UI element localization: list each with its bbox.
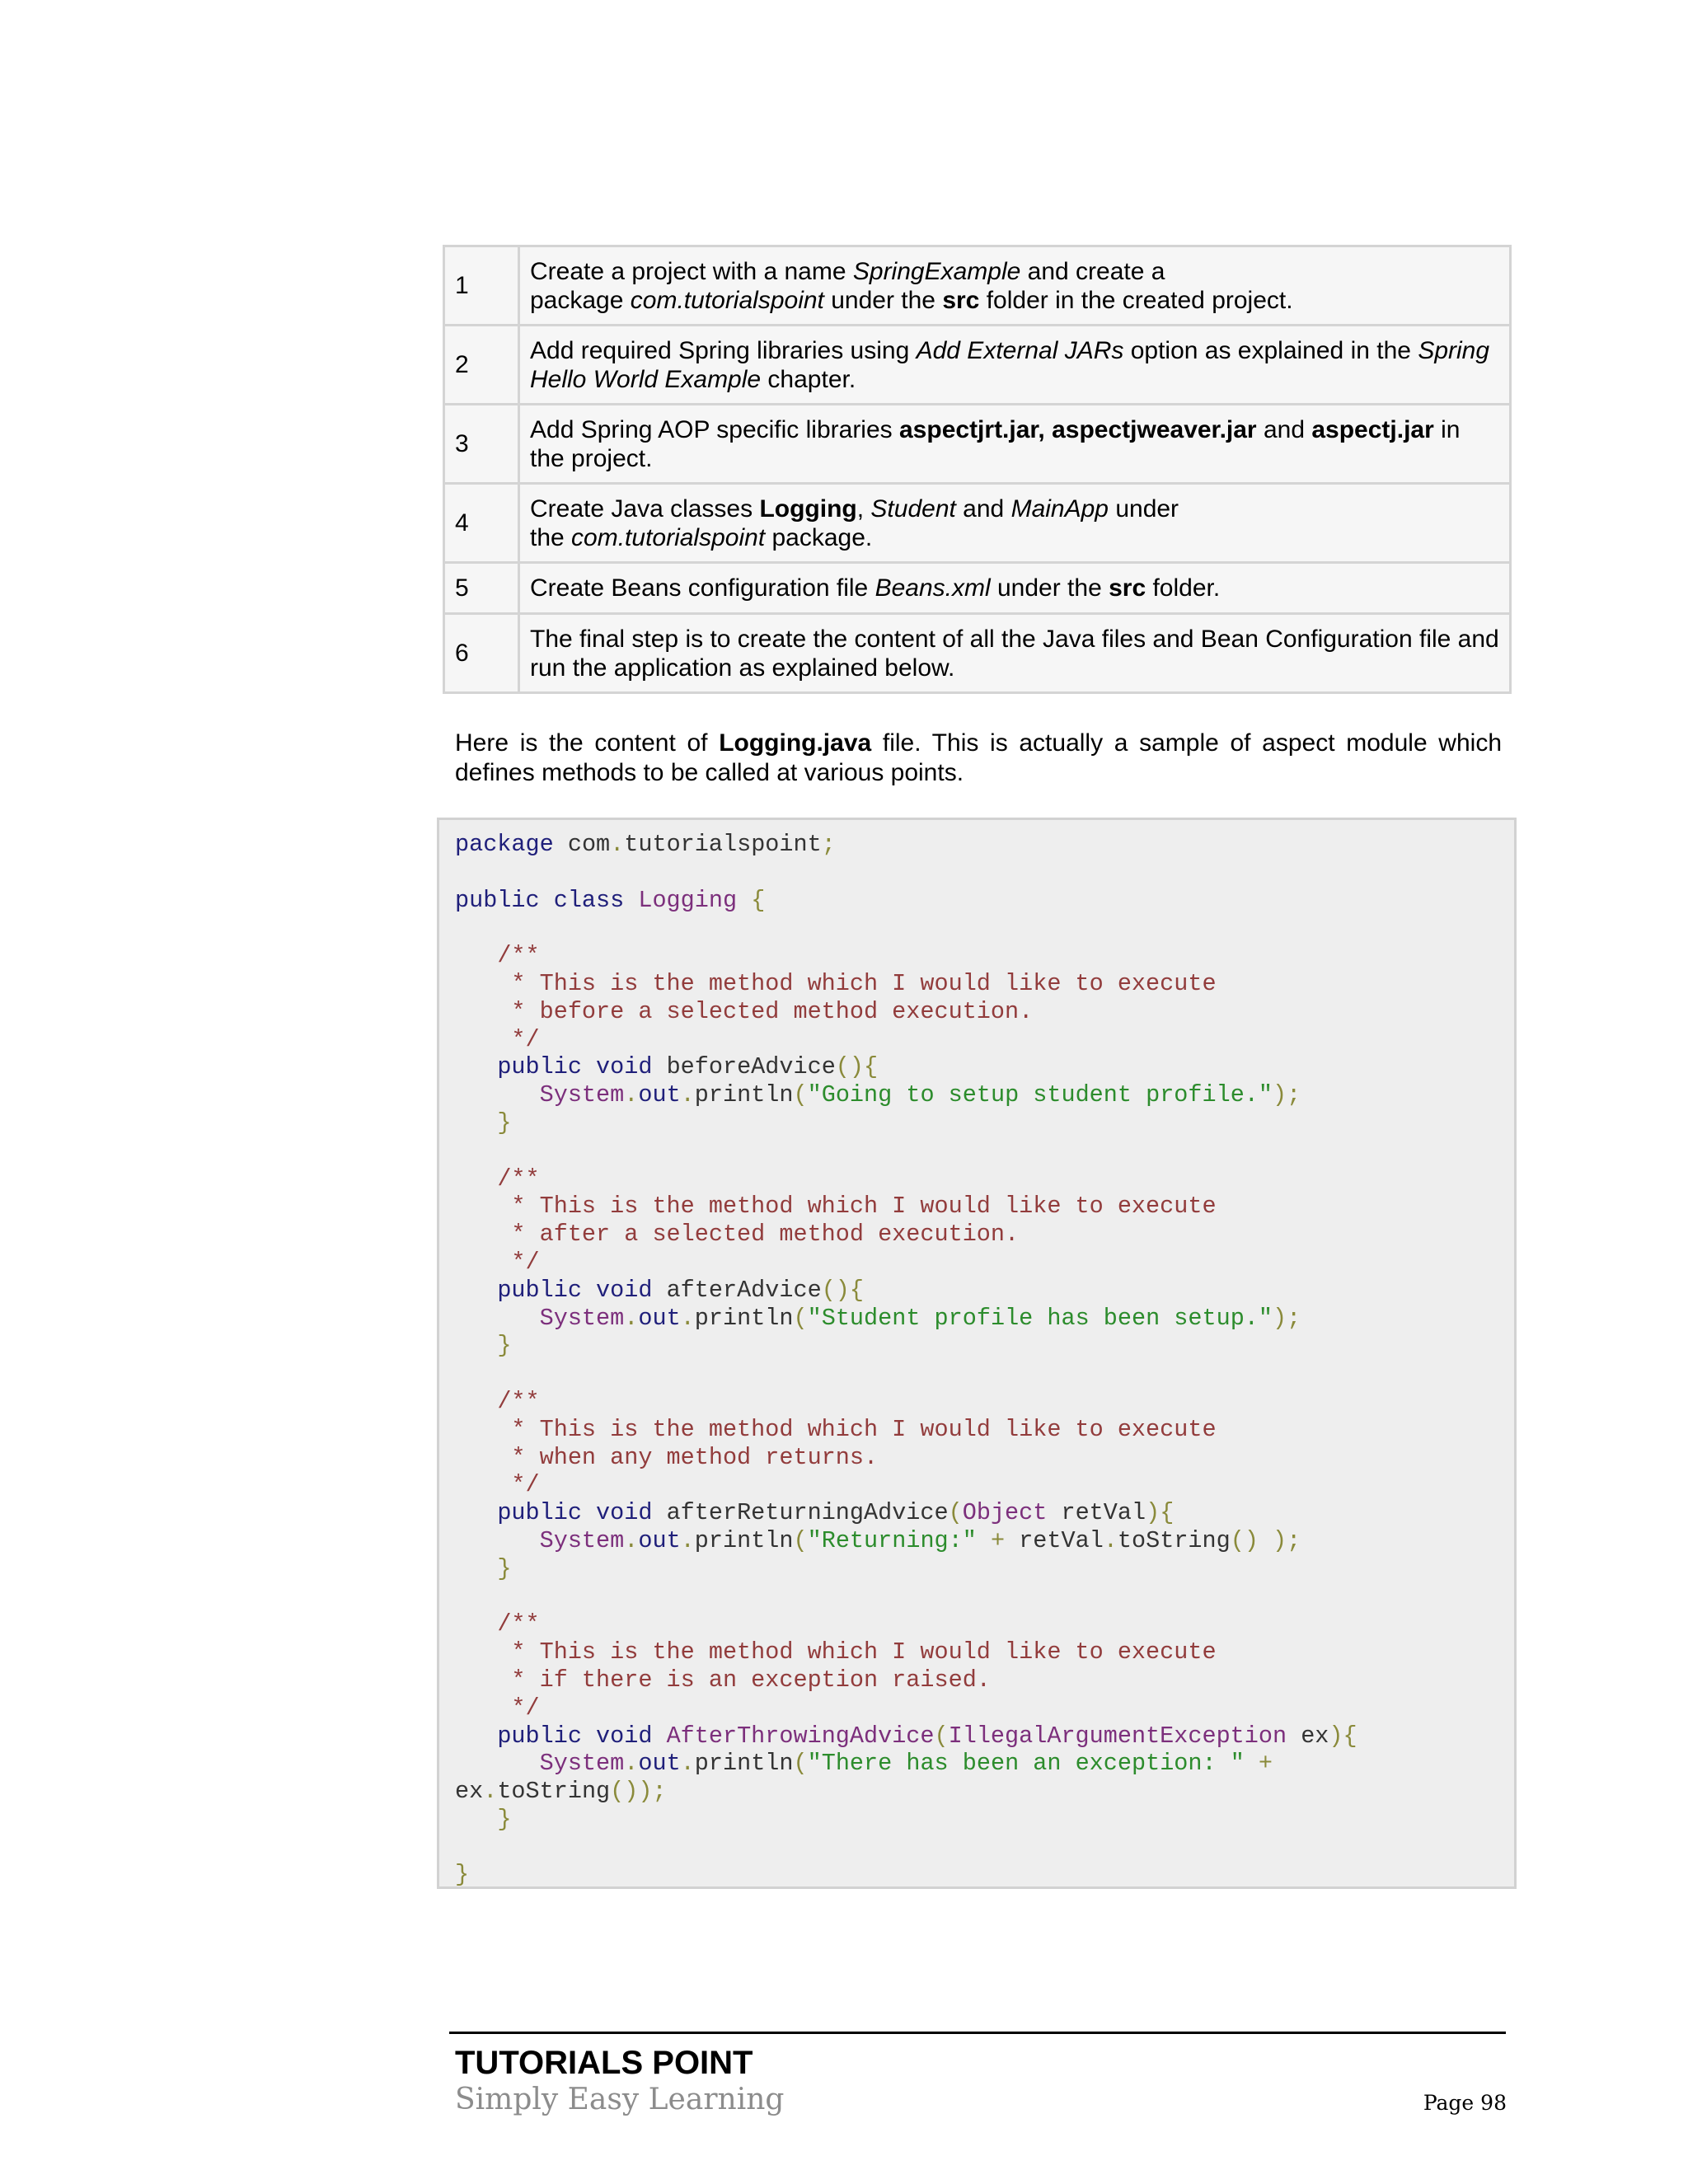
step-row — [444, 326, 1511, 405]
code-token: ; — [821, 831, 836, 858]
code-token: . — [624, 1081, 639, 1109]
code-line — [455, 1471, 540, 1498]
step-description — [519, 246, 1511, 326]
code-token — [455, 1806, 497, 1833]
code-token — [455, 1555, 497, 1582]
code-line — [455, 1081, 1301, 1108]
code-token: */ — [455, 1694, 540, 1722]
step-text: Add External JARs — [916, 336, 1124, 364]
code-token: "Returning:" — [807, 1526, 977, 1554]
step-text: the — [530, 523, 572, 551]
step-description — [519, 563, 1511, 614]
steps-table — [443, 245, 1512, 694]
code-line — [455, 1277, 864, 1304]
code-token: out — [638, 1081, 681, 1109]
footer-brand: TUTORIALS POINT — [455, 2045, 753, 2081]
code-token: beforeAdvice — [666, 1053, 836, 1081]
footer-rule — [449, 2032, 1506, 2034]
step-description — [519, 484, 1511, 563]
code-token: { — [751, 886, 766, 914]
code-token: toString — [497, 1778, 611, 1806]
code-token: IllegalArgumentException — [948, 1722, 1287, 1750]
code-token: public class — [455, 886, 625, 914]
code-token: afterReturningAdvice — [666, 1499, 949, 1527]
code-token: Logging — [638, 886, 738, 914]
code-token: "Going to setup student profile." — [807, 1081, 1273, 1109]
code-token: ( — [948, 1499, 963, 1527]
code-token: * This is the method which I would like to execute — [455, 1415, 1217, 1443]
step-text: Create Java classes — [530, 494, 760, 523]
step-text: com.tutorialspoint — [571, 523, 766, 551]
code-token — [455, 1527, 540, 1554]
code-line — [455, 1694, 540, 1722]
code-token — [455, 1305, 540, 1332]
step-text: chapter. — [761, 365, 856, 393]
step-number: 2 — [444, 326, 519, 405]
code-line — [455, 1444, 878, 1471]
intro-text-after: file. This is actually a sample of aspect module which defines methods to be called at various points. — [455, 729, 1503, 786]
code-token: . — [680, 1304, 695, 1332]
step-text: Student — [870, 494, 956, 523]
code-token: out — [638, 1526, 681, 1554]
step-text: folder in the created project. — [979, 286, 1293, 314]
code-token: retVal — [1061, 1499, 1146, 1527]
step-text: Add required Spring libraries using — [530, 336, 917, 364]
code-line — [455, 970, 1217, 997]
code-line — [455, 1861, 469, 1888]
code-token: . — [624, 1304, 639, 1332]
step-row — [444, 614, 1511, 693]
step-text: aspectj.jar — [1311, 415, 1434, 443]
code-token: } — [497, 1805, 512, 1833]
code-token — [455, 1722, 497, 1750]
code-token: ex — [1301, 1722, 1329, 1750]
code-token — [455, 1499, 497, 1526]
step-text: package. — [765, 523, 873, 551]
step-text: under the — [990, 574, 1109, 602]
code-line — [455, 1165, 540, 1193]
code-token: ){ — [1329, 1722, 1357, 1750]
step-text: Create a project with a name — [530, 257, 853, 285]
code-token: System — [539, 1750, 625, 1778]
code-token: "Student profile has been setup." — [807, 1304, 1273, 1332]
code-token: } — [497, 1108, 512, 1137]
code-token: . — [624, 1526, 639, 1554]
code-token: ()); — [610, 1778, 667, 1806]
code-token: ex — [455, 1778, 484, 1806]
code-token: } — [455, 1861, 470, 1889]
code-token: println — [694, 1750, 794, 1778]
code-token: System — [539, 1081, 625, 1109]
code-token: . — [610, 831, 625, 858]
code-line — [455, 1053, 878, 1080]
code-token: println — [694, 1526, 794, 1554]
code-token: ( — [793, 1081, 808, 1109]
code-token: (){ — [821, 1276, 865, 1304]
code-line — [455, 1610, 540, 1638]
code-token — [455, 1081, 540, 1108]
code-line — [455, 1638, 1217, 1666]
step-number: 5 — [444, 563, 519, 614]
step-text: , — [856, 494, 871, 523]
code-token — [455, 1332, 497, 1359]
code-line — [455, 1416, 1217, 1443]
code-token: public void — [497, 1722, 653, 1750]
code-token: ); — [1273, 1081, 1301, 1109]
code-token: + — [1258, 1750, 1273, 1778]
code-line — [455, 942, 540, 969]
step-text: src — [942, 286, 980, 314]
code-token: * when any method returns. — [455, 1443, 879, 1471]
code-token: ( — [934, 1722, 949, 1750]
code-token: System — [539, 1526, 625, 1554]
step-text: and — [1256, 415, 1312, 443]
step-text: aspectjrt.jar, aspectjweaver.jar — [899, 415, 1257, 443]
steps-table-body — [444, 246, 1511, 693]
code-token: ); — [1273, 1304, 1301, 1332]
code-line — [455, 1305, 1301, 1332]
step-row — [444, 405, 1511, 484]
code-token: package — [455, 831, 554, 858]
code-token — [455, 1750, 540, 1777]
step-text: and create a — [1020, 257, 1165, 285]
code-line — [455, 1388, 540, 1415]
code-token: /** — [497, 1610, 540, 1638]
code-line — [455, 1499, 1174, 1526]
code-token: } — [497, 1554, 512, 1582]
step-text: Logging — [759, 494, 857, 523]
code-token: com — [567, 831, 611, 858]
code-line — [455, 1555, 511, 1582]
code-line — [455, 1221, 1019, 1248]
code-token: . — [680, 1526, 695, 1554]
code-token: * if there is an exception raised. — [455, 1666, 991, 1694]
code-token: /** — [497, 942, 540, 970]
code-token: . — [680, 1750, 695, 1778]
code-token: ){ — [1146, 1499, 1175, 1527]
step-description — [519, 326, 1511, 405]
code-line — [455, 1332, 511, 1359]
code-token: Object — [962, 1499, 1048, 1527]
code-token: println — [694, 1304, 794, 1332]
step-row — [444, 246, 1511, 326]
code-token: toString — [1117, 1526, 1231, 1554]
step-number: 3 — [444, 405, 519, 484]
code-token: * This is the method which I would like to execute — [455, 1638, 1217, 1666]
code-token: * after a selected method execution. — [455, 1221, 1020, 1249]
step-number: 6 — [444, 614, 519, 693]
code-token: AfterThrowingAdvice — [666, 1722, 935, 1750]
step-text: SpringExample — [852, 257, 1021, 285]
code-token: */ — [455, 1471, 540, 1499]
step-text: src — [1109, 574, 1146, 602]
code-line — [455, 998, 1033, 1025]
code-token: . — [483, 1778, 498, 1806]
code-token: () ); — [1230, 1526, 1301, 1554]
step-text: Create Beans configuration file — [530, 574, 875, 602]
step-text: Beans.xml — [874, 574, 991, 602]
code-token: . — [624, 1750, 639, 1778]
step-text: The final step is to create the content of all the Java files and Bean Configuration file and run the application as explained below. — [530, 625, 1499, 682]
code-token — [455, 1388, 497, 1415]
code-token: ( — [793, 1304, 808, 1332]
code-line — [455, 1750, 1273, 1777]
step-text: option as explained in the — [1123, 336, 1418, 364]
code-token: * This is the method which I would like to execute — [455, 1193, 1217, 1221]
step-text: in the project. — [530, 415, 1461, 472]
code-token: /** — [497, 1165, 540, 1193]
code-token: (){ — [835, 1053, 879, 1081]
code-token: * before a selected method execution. — [455, 997, 1034, 1025]
step-row — [444, 563, 1511, 614]
code-line — [455, 1249, 540, 1276]
footer-tagline: Simply Easy Learning — [455, 2083, 785, 2116]
code-line — [455, 887, 765, 914]
code-token: + — [990, 1526, 1006, 1554]
code-token: out — [638, 1750, 681, 1778]
code-token: public void — [497, 1276, 653, 1304]
code-line — [455, 1722, 1357, 1750]
step-description — [519, 614, 1511, 693]
intro-paragraph — [455, 729, 1502, 788]
code-token: . — [1103, 1526, 1118, 1554]
code-line — [455, 1193, 1217, 1220]
code-token: "There has been an exception: " — [807, 1750, 1245, 1778]
step-text: package — [530, 286, 631, 314]
code-token: System — [539, 1304, 625, 1332]
code-token — [455, 1610, 497, 1638]
code-block — [437, 818, 1517, 1889]
step-text: Spring Hello World Example — [530, 336, 1490, 393]
step-description — [519, 405, 1511, 484]
code-token: ( — [793, 1750, 808, 1778]
code-token — [455, 1053, 497, 1080]
code-token: */ — [455, 1025, 540, 1053]
code-token: retVal — [1019, 1526, 1104, 1554]
code-token: /** — [497, 1387, 540, 1415]
code-token: } — [497, 1332, 512, 1360]
intro-filename: Logging.java — [719, 729, 872, 757]
code-line — [455, 1806, 511, 1833]
step-row — [444, 484, 1511, 563]
step-number: 4 — [444, 484, 519, 563]
step-text: and — [955, 494, 1011, 523]
code-line — [455, 1527, 1301, 1554]
code-line — [455, 1026, 540, 1053]
code-token: out — [638, 1304, 681, 1332]
step-text: com.tutorialspoint — [630, 286, 824, 314]
code-token: public void — [497, 1053, 653, 1081]
code-token — [455, 1109, 497, 1137]
code-token: . — [680, 1081, 695, 1109]
code-line — [455, 1778, 667, 1805]
code-token: afterAdvice — [666, 1276, 822, 1304]
step-text: under — [1108, 494, 1179, 523]
code-token — [455, 942, 497, 969]
page-number: Page 98 — [1423, 2091, 1507, 2115]
step-number: 1 — [444, 246, 519, 326]
code-token: println — [694, 1081, 794, 1109]
code-token: */ — [455, 1248, 540, 1276]
code-line — [455, 831, 836, 858]
code-token: tutorialspoint — [624, 831, 822, 858]
code-line — [455, 1109, 511, 1137]
step-text: Add Spring AOP specific libraries — [530, 415, 899, 443]
code-token: * This is the method which I would like to execute — [455, 969, 1217, 997]
intro-text-before: Here is the content of — [455, 729, 720, 757]
code-token — [455, 1277, 497, 1304]
code-token: public void — [497, 1499, 653, 1527]
step-text: MainApp — [1010, 494, 1109, 523]
step-text: folder. — [1146, 574, 1221, 602]
step-text: under the — [823, 286, 943, 314]
code-token — [455, 1165, 497, 1193]
code-token: ( — [793, 1526, 808, 1554]
code-line — [455, 1666, 991, 1694]
